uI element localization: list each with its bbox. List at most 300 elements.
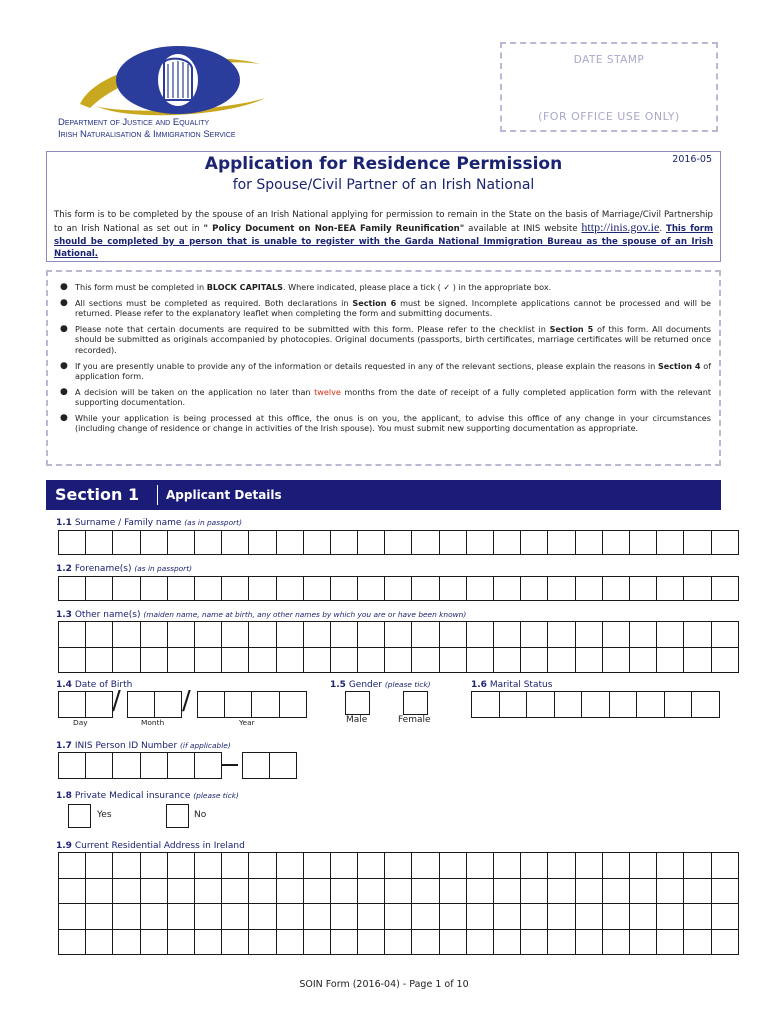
service-name: Irish Naturalisation & Immigration Service: [58, 129, 236, 140]
character-box[interactable]: [249, 878, 276, 904]
instruction-item: ● Please note that certain documents are required to be submitted with this form. Please refer to the checklist in Section 5 of this form. All documents should be submitted as originals accompanied by photocopies. Original documents (passports, birth certificates, marriage certificates will be returned once recorded).: [60, 324, 711, 355]
character-box[interactable]: [684, 647, 711, 673]
month-caption: Month: [141, 718, 165, 727]
character-box-grid[interactable]: [197, 691, 307, 718]
character-box[interactable]: [711, 647, 738, 673]
character-box[interactable]: [692, 692, 720, 718]
character-box[interactable]: [711, 622, 738, 648]
character-box[interactable]: [194, 853, 221, 879]
character-box[interactable]: [575, 577, 602, 601]
character-box[interactable]: [303, 577, 330, 601]
character-box[interactable]: [602, 929, 629, 955]
character-box[interactable]: [303, 647, 330, 673]
character-box[interactable]: [330, 577, 357, 601]
bullet-icon: ●: [60, 386, 68, 397]
character-box[interactable]: [167, 878, 194, 904]
character-box[interactable]: [140, 878, 167, 904]
character-box[interactable]: [276, 929, 303, 955]
character-box[interactable]: [575, 878, 602, 904]
character-box[interactable]: [276, 622, 303, 648]
character-box[interactable]: [249, 622, 276, 648]
address-label: 1.9 Current Residential Address in Ireland: [56, 841, 245, 851]
character-box[interactable]: [358, 904, 385, 930]
surname-field[interactable]: [58, 530, 739, 555]
character-box[interactable]: [602, 904, 629, 930]
character-box[interactable]: [59, 647, 86, 673]
character-box[interactable]: [276, 878, 303, 904]
character-box[interactable]: [629, 647, 656, 673]
character-box[interactable]: [167, 531, 194, 555]
marital-status-label: 1.6 Marital Status: [471, 680, 553, 690]
character-box[interactable]: [222, 929, 249, 955]
character-box[interactable]: [303, 853, 330, 879]
character-box[interactable]: [548, 929, 575, 955]
character-box[interactable]: [466, 853, 493, 879]
character-box[interactable]: [86, 878, 113, 904]
yes-caption: Yes: [97, 810, 112, 820]
character-box[interactable]: [629, 531, 656, 555]
character-box-grid[interactable]: [471, 691, 720, 718]
character-box[interactable]: [167, 577, 194, 601]
character-box[interactable]: [249, 853, 276, 879]
character-box[interactable]: [439, 904, 466, 930]
character-box-grid[interactable]: [58, 530, 739, 555]
character-box[interactable]: [385, 647, 412, 673]
character-box[interactable]: [252, 692, 279, 718]
character-box[interactable]: [86, 904, 113, 930]
policy-document-name: " Policy Document on Non-EEA Family Reunification": [203, 224, 465, 235]
character-box[interactable]: [521, 622, 548, 648]
intro-emphasis: This form should be completed by a person that is unable to register with the Garda National Immigration Bureau as the spouse of an Irish National.: [54, 224, 713, 259]
character-box[interactable]: [167, 622, 194, 648]
form-subtitle: for Spouse/Civil Partner of an Irish National: [232, 177, 535, 193]
character-box[interactable]: [59, 753, 86, 779]
character-box[interactable]: [330, 853, 357, 879]
character-box[interactable]: [412, 878, 439, 904]
character-box[interactable]: [86, 531, 113, 555]
character-box[interactable]: [59, 929, 86, 955]
female-caption: Female: [398, 715, 431, 725]
character-box[interactable]: [276, 904, 303, 930]
dob-label: 1.4 Date of Birth: [56, 680, 133, 690]
character-box[interactable]: [140, 647, 167, 673]
dob-month-field[interactable]: [127, 691, 182, 718]
character-box[interactable]: [657, 853, 684, 879]
character-box[interactable]: [385, 531, 412, 555]
character-box[interactable]: [494, 647, 521, 673]
harp-emblem-icon: [60, 42, 300, 122]
department-name: Department of Justice and Equality: [58, 117, 210, 128]
character-box[interactable]: [521, 878, 548, 904]
character-box[interactable]: [711, 878, 738, 904]
character-box-grid[interactable]: [242, 752, 297, 779]
character-box[interactable]: [59, 577, 86, 601]
character-box[interactable]: [167, 753, 194, 779]
character-box[interactable]: [140, 929, 167, 955]
character-box-grid[interactable]: [58, 576, 739, 601]
character-box[interactable]: [385, 577, 412, 601]
character-box[interactable]: [358, 929, 385, 955]
character-box[interactable]: [575, 531, 602, 555]
dob-day-field[interactable]: [58, 691, 113, 718]
instruction-item: ● While your application is being processed at this office, the onus is on you, the applicant, to advise this office of any change in your circumstances (including change of residence or change in activities of the Irish spouse). You must submit new supporting documentation as appropriate.: [60, 412, 711, 434]
character-box[interactable]: [575, 929, 602, 955]
character-box[interactable]: [412, 929, 439, 955]
character-box[interactable]: [222, 577, 249, 601]
male-caption: Male: [346, 715, 368, 725]
character-box[interactable]: [276, 577, 303, 601]
character-box[interactable]: [657, 647, 684, 673]
character-box[interactable]: [140, 904, 167, 930]
character-box[interactable]: [222, 904, 249, 930]
character-box-grid[interactable]: [58, 691, 113, 718]
character-box[interactable]: [684, 929, 711, 955]
character-box[interactable]: [439, 531, 466, 555]
character-box[interactable]: [575, 904, 602, 930]
character-box[interactable]: [494, 577, 521, 601]
character-box[interactable]: [657, 531, 684, 555]
character-box[interactable]: [602, 577, 629, 601]
character-box[interactable]: [521, 531, 548, 555]
character-box-grid[interactable]: [58, 752, 222, 779]
character-box[interactable]: [140, 622, 167, 648]
medical-insurance-label: 1.8 Private Medical insurance (please tick): [56, 791, 239, 801]
character-box[interactable]: [330, 878, 357, 904]
date-stamp-box: [500, 42, 718, 132]
other-names-label: 1.3 Other name(s) (maiden name, name at birth, any other names by which you are or have been known): [56, 610, 467, 620]
character-box[interactable]: [521, 647, 548, 673]
character-box[interactable]: [303, 929, 330, 955]
forenames-label: 1.2 Forename(s) (as in passport): [56, 564, 192, 574]
character-box[interactable]: [684, 853, 711, 879]
character-box[interactable]: [86, 853, 113, 879]
dob-year-field[interactable]: [197, 691, 307, 718]
form-title: Application for Residence Permission: [204, 154, 563, 174]
character-box[interactable]: [140, 753, 167, 779]
character-box[interactable]: [412, 577, 439, 601]
character-box[interactable]: [466, 904, 493, 930]
character-box[interactable]: [194, 531, 221, 555]
insurance-no-checkbox[interactable]: [166, 804, 189, 828]
character-box[interactable]: [140, 577, 167, 601]
character-box[interactable]: [358, 647, 385, 673]
character-box[interactable]: [194, 904, 221, 930]
character-box[interactable]: [330, 622, 357, 648]
character-box[interactable]: [222, 622, 249, 648]
character-box[interactable]: [279, 692, 306, 718]
character-box[interactable]: [198, 692, 225, 718]
character-box[interactable]: [629, 622, 656, 648]
bullet-icon: ●: [60, 360, 68, 371]
character-box[interactable]: [113, 878, 140, 904]
character-box[interactable]: [602, 878, 629, 904]
character-box[interactable]: [113, 531, 140, 555]
character-box[interactable]: [59, 853, 86, 879]
character-box[interactable]: [113, 904, 140, 930]
character-box[interactable]: [412, 853, 439, 879]
character-box[interactable]: [86, 647, 113, 673]
character-box[interactable]: [249, 929, 276, 955]
character-box[interactable]: [664, 692, 692, 718]
character-box[interactable]: [711, 853, 738, 879]
character-box[interactable]: [602, 622, 629, 648]
date-separator: /: [112, 686, 121, 716]
character-box[interactable]: [494, 853, 521, 879]
character-box[interactable]: [222, 853, 249, 879]
page-footer: SOIN Form (2016-04) - Page 1 of 10: [299, 979, 469, 990]
character-box[interactable]: [222, 878, 249, 904]
character-box[interactable]: [385, 929, 412, 955]
character-box[interactable]: [439, 647, 466, 673]
character-box[interactable]: [684, 622, 711, 648]
intro-text: .: [659, 224, 666, 235]
character-box[interactable]: [276, 853, 303, 879]
character-box[interactable]: [222, 647, 249, 673]
character-box[interactable]: [303, 904, 330, 930]
character-box[interactable]: [222, 531, 249, 555]
instruction-item: ● All sections must be completed as required. Both declarations in Section 6 must be signed. Incomplete applications cannot be processed and will be returned. Please refer to the explanatory leaflet when completing the form and submitting documents.: [60, 297, 711, 319]
character-box[interactable]: [629, 878, 656, 904]
character-box[interactable]: [59, 878, 86, 904]
character-box[interactable]: [113, 622, 140, 648]
character-box[interactable]: [358, 622, 385, 648]
character-box[interactable]: [358, 577, 385, 601]
character-box[interactable]: [711, 577, 738, 601]
instruction-item: ● This form must be completed in BLOCK CAPITALS. Where indicated, please place a tick ( ✓ ) in the appropriate box.: [60, 282, 552, 292]
character-box[interactable]: [249, 531, 276, 555]
character-box[interactable]: [59, 531, 86, 555]
character-box[interactable]: [466, 531, 493, 555]
inis-id-field[interactable]: [58, 752, 222, 779]
character-box[interactable]: [86, 577, 113, 601]
surname-label: 1.1 Surname / Family name (as in passport): [56, 518, 242, 528]
character-box[interactable]: [711, 904, 738, 930]
character-box[interactable]: [140, 531, 167, 555]
character-box[interactable]: [358, 878, 385, 904]
character-box[interactable]: [412, 531, 439, 555]
character-box[interactable]: [466, 878, 493, 904]
character-box[interactable]: [249, 647, 276, 673]
character-box[interactable]: [113, 577, 140, 601]
character-box[interactable]: [194, 647, 221, 673]
character-box[interactable]: [412, 647, 439, 673]
character-box[interactable]: [575, 853, 602, 879]
bullet-icon: ●: [60, 324, 68, 335]
character-box[interactable]: [466, 929, 493, 955]
intro-paragraph: [54, 209, 713, 260]
character-box[interactable]: [243, 753, 270, 779]
section-number: Section 1: [55, 485, 140, 504]
character-box[interactable]: [494, 878, 521, 904]
character-box[interactable]: [684, 531, 711, 555]
character-box[interactable]: [439, 929, 466, 955]
character-box[interactable]: [711, 531, 738, 555]
character-box-grid[interactable]: [127, 691, 182, 718]
character-box[interactable]: [466, 622, 493, 648]
character-box[interactable]: [167, 929, 194, 955]
character-box[interactable]: [657, 904, 684, 930]
day-caption: Day: [73, 718, 88, 727]
character-box[interactable]: [466, 647, 493, 673]
character-box[interactable]: [59, 692, 86, 718]
character-box[interactable]: [385, 878, 412, 904]
character-box[interactable]: [527, 692, 555, 718]
character-box[interactable]: [657, 878, 684, 904]
character-box[interactable]: [602, 531, 629, 555]
intro-text: This form is to be completed by the spouse of an Irish National applying for permission to remain in the State on the basis of Marriage/Civil Partnership to an Irish National as set out in: [54, 210, 713, 235]
character-box[interactable]: [330, 531, 357, 555]
character-box[interactable]: [249, 577, 276, 601]
insurance-yes-checkbox[interactable]: [68, 804, 91, 828]
character-box[interactable]: [276, 647, 303, 673]
character-box[interactable]: [113, 647, 140, 673]
character-box[interactable]: [358, 853, 385, 879]
marital-status-field[interactable]: [471, 691, 720, 718]
character-box[interactable]: [602, 853, 629, 879]
instruction-item: ● A decision will be taken on the application no later than twelve months from the date of receipt of a fully completed application form with the relevant supporting documentation.: [60, 386, 712, 408]
date-separator: /: [182, 686, 191, 716]
character-box-grid[interactable]: [58, 621, 739, 673]
inis-website-link[interactable]: http://inis.gov.ie: [581, 220, 660, 235]
character-box[interactable]: [303, 531, 330, 555]
character-box[interactable]: [575, 647, 602, 673]
character-box[interactable]: [684, 577, 711, 601]
bullet-icon: ●: [60, 297, 68, 308]
character-box[interactable]: [466, 577, 493, 601]
character-box[interactable]: [439, 622, 466, 648]
character-box[interactable]: [582, 692, 610, 718]
character-box[interactable]: [494, 531, 521, 555]
character-box[interactable]: [637, 692, 665, 718]
character-box[interactable]: [113, 853, 140, 879]
instructions-box: [46, 270, 721, 466]
character-box-grid[interactable]: [58, 852, 739, 955]
no-caption: No: [194, 810, 207, 820]
character-box[interactable]: [575, 622, 602, 648]
other-names-field[interactable]: [58, 621, 739, 673]
character-box[interactable]: [330, 904, 357, 930]
character-box[interactable]: [439, 577, 466, 601]
character-box[interactable]: [684, 904, 711, 930]
character-box[interactable]: [385, 622, 412, 648]
character-box[interactable]: [167, 853, 194, 879]
inis-id-label: 1.7 INIS Person ID Number (if applicable): [56, 741, 231, 751]
character-box[interactable]: [439, 853, 466, 879]
character-box[interactable]: [86, 929, 113, 955]
inis-id-suffix-field[interactable]: [242, 752, 297, 779]
character-box[interactable]: [412, 904, 439, 930]
character-box[interactable]: [494, 929, 521, 955]
character-box[interactable]: [521, 577, 548, 601]
character-box[interactable]: [86, 622, 113, 648]
character-box[interactable]: [602, 647, 629, 673]
gender-female-checkbox[interactable]: [403, 691, 428, 715]
character-box[interactable]: [270, 753, 297, 779]
character-box[interactable]: [548, 647, 575, 673]
character-box[interactable]: [194, 577, 221, 601]
character-box[interactable]: [548, 853, 575, 879]
character-box[interactable]: [657, 577, 684, 601]
forenames-field[interactable]: [58, 576, 739, 601]
character-box[interactable]: [684, 878, 711, 904]
character-box[interactable]: [59, 904, 86, 930]
character-box[interactable]: [358, 531, 385, 555]
section-header: [46, 480, 721, 510]
character-box[interactable]: [385, 853, 412, 879]
character-box[interactable]: [194, 929, 221, 955]
character-box[interactable]: [249, 904, 276, 930]
intro-text: available at INIS website: [464, 224, 582, 235]
character-box[interactable]: [194, 753, 221, 779]
instruction-item: ● If you are presently unable to provide any of the information or details requested in any of the relevant sections, please explain the reasons in Section 4 of application form.: [60, 360, 711, 381]
character-box[interactable]: [629, 904, 656, 930]
character-box[interactable]: [711, 929, 738, 955]
character-box[interactable]: [140, 853, 167, 879]
character-box[interactable]: [657, 929, 684, 955]
character-box[interactable]: [155, 692, 182, 718]
character-box[interactable]: [385, 904, 412, 930]
character-box[interactable]: [303, 622, 330, 648]
character-box[interactable]: [629, 853, 656, 879]
character-box[interactable]: [494, 904, 521, 930]
character-box[interactable]: [472, 692, 500, 718]
character-box[interactable]: [59, 622, 86, 648]
character-box[interactable]: [86, 692, 113, 718]
character-box[interactable]: [167, 647, 194, 673]
character-box[interactable]: [548, 577, 575, 601]
character-box[interactable]: [657, 622, 684, 648]
bullet-icon: ●: [60, 282, 68, 292]
character-box[interactable]: [521, 904, 548, 930]
character-box[interactable]: [225, 692, 252, 718]
gender-male-checkbox[interactable]: [345, 691, 370, 715]
character-box[interactable]: [499, 692, 527, 718]
character-box[interactable]: [128, 692, 155, 718]
id-dash-separator: [221, 764, 238, 766]
character-box[interactable]: [194, 622, 221, 648]
character-box[interactable]: [548, 904, 575, 930]
character-box[interactable]: [439, 878, 466, 904]
form-header-box: [46, 151, 721, 262]
character-box[interactable]: [548, 878, 575, 904]
section-divider: [157, 485, 158, 505]
character-box[interactable]: [629, 929, 656, 955]
character-box[interactable]: [86, 753, 113, 779]
character-box[interactable]: [330, 929, 357, 955]
date-stamp-title: DATE STAMP: [573, 54, 645, 66]
character-box[interactable]: [554, 692, 582, 718]
form-version: 2016-05: [672, 154, 712, 165]
character-box[interactable]: [113, 753, 140, 779]
gender-label: 1.5 Gender (please tick): [330, 680, 431, 690]
character-box[interactable]: [113, 929, 140, 955]
character-box[interactable]: [629, 577, 656, 601]
section-title: Applicant Details: [166, 488, 282, 502]
character-box[interactable]: [412, 622, 439, 648]
character-box[interactable]: [609, 692, 637, 718]
character-box[interactable]: [521, 853, 548, 879]
address-field[interactable]: [58, 852, 739, 955]
character-box[interactable]: [276, 531, 303, 555]
character-box[interactable]: [494, 622, 521, 648]
character-box[interactable]: [167, 904, 194, 930]
character-box[interactable]: [330, 647, 357, 673]
character-box[interactable]: [548, 531, 575, 555]
character-box[interactable]: [303, 878, 330, 904]
character-box[interactable]: [521, 929, 548, 955]
character-box[interactable]: [548, 622, 575, 648]
character-box[interactable]: [194, 878, 221, 904]
